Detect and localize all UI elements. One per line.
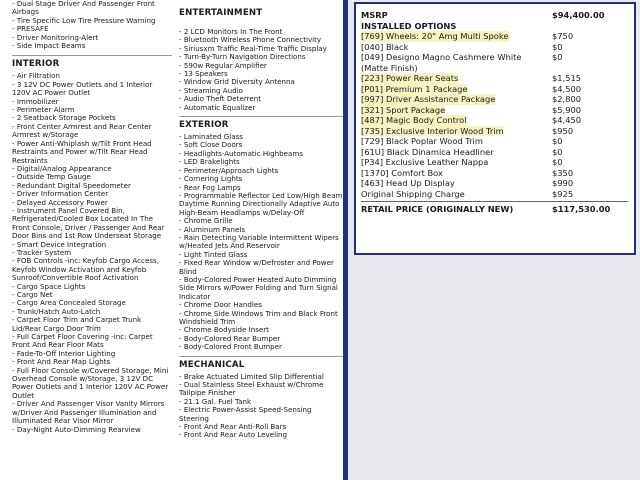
interior-feature-item: - 3 12V DC Power Outlets and 1 Interior 120V AC Power Outlet	[12, 81, 172, 98]
entertainment-feature-item: - 2 LCD Monitors In The Front	[179, 28, 343, 36]
interior-feature-item: - Full Carpet Floor Covering -inc: Carpet Front And Rear Floor Mats	[12, 333, 172, 350]
option-row	[361, 73, 628, 84]
entertainment-feature-item: - Siriusxm Traffic Real-Time Traffic Display	[179, 45, 343, 53]
option-label: [321] Sport Package	[361, 104, 446, 115]
interior-feature-item: - Redundant Digital Speedometer	[12, 182, 172, 190]
option-label: [040] Black	[361, 41, 409, 52]
exterior-feature-item: - Body-Colored Power Heated Auto Dimming Side Mirrors w/Power Folding and Turn Signal Indicator	[179, 276, 343, 301]
interior-feature-item: - Fade-To-Off Interior Lighting	[12, 350, 172, 358]
exterior-feature-item: - Chrome Door Handles	[179, 301, 343, 309]
entertainment-heading: ENTERTAINMENT	[179, 8, 263, 18]
option-label: [769] Wheels: 20" Amg Multi Spoke	[361, 31, 509, 41]
exterior-feature-item: - Body-Colored Rear Bumper	[179, 335, 343, 343]
mechanical-heading: MECHANICAL	[179, 356, 343, 370]
interior-heading: INTERIOR	[12, 55, 172, 69]
entertainment-feature-item: - 590w Regular Amplifier	[179, 62, 343, 70]
entertainment-feature-item: - Streaming Audio	[179, 87, 343, 95]
option-label: Original Shipping Charge	[361, 188, 465, 199]
option-row	[361, 42, 628, 53]
option-label: [997] Driver Assistance Package	[361, 94, 496, 104]
option-row	[361, 115, 628, 126]
option-row	[361, 84, 628, 95]
interior-feature-item: - Full Floor Console w/Covered Storage, Mini Overhead Console w/Storage, 3 12V DC Power Outlets and 1 Interior 120V AC Power Outlet	[12, 367, 172, 401]
exterior-feature-item: - Perimeter/Approach Lights	[179, 167, 343, 175]
option-label: [049] Designo Magno Cashmere White (Matte Finish)	[361, 52, 522, 73]
exterior-feature-item: - Cornering Lights	[179, 175, 343, 183]
exterior-feature-item: - Rain Detecting Variable Intermittent Wipers w/Heated Jets And Reservoir	[179, 234, 343, 251]
entertainment-feature-item: - Audio Theft Deterrent	[179, 95, 343, 103]
retail-price-row	[361, 201, 628, 215]
msrp-value: $94,400.00	[552, 10, 605, 20]
option-row	[361, 157, 628, 168]
option-row	[361, 168, 628, 179]
exterior-feature-item: - Chrome Side Windows Trim and Black Front Windshield Trim	[179, 310, 343, 327]
interior-feature-item: - Driver And Passenger Visor Vanity Mirrors w/Driver And Passenger Illumination and Illuminated Rear Visor Mirror	[12, 400, 172, 425]
option-label: [1370] Comfort Box	[361, 167, 443, 178]
mechanical-feature-item: - Front And Rear Anti-Roll Bars	[179, 423, 343, 431]
option-price: $750	[552, 31, 574, 41]
interior-feature-item: - Cargo Area Concealed Storage	[12, 299, 172, 307]
entertainment-feature-item: - Window Grid Diversity Antenna	[179, 78, 343, 86]
option-price: $4,500	[552, 83, 582, 94]
exterior-list	[179, 133, 343, 352]
msrp-label: MSRP	[361, 10, 388, 20]
option-label: [223] Power Rear Seats	[361, 73, 459, 83]
interior-feature-item: - Tracker System	[12, 249, 172, 257]
entertainment-feature-item: - Turn-By-Turn Navigation Directions	[179, 53, 343, 61]
option-price: $0	[552, 52, 563, 62]
entertainment-feature-item: - Bluetooth Wireless Phone Connectivity	[179, 36, 343, 44]
safety-feature-item: - Driver Monitoring-Alert	[12, 34, 172, 42]
exterior-feature-item: - Chrome Bodyside Insert	[179, 326, 343, 334]
interior-list	[12, 72, 172, 433]
exterior-feature-item: - Programmable Reflector Led Low/High Beam Daytime Running Directionally Adaptive Auto High-Beam Headlamps w/Delay-Off	[179, 192, 343, 217]
exterior-feature-item: - Body-Colored Front Bumper	[179, 343, 343, 351]
option-row	[361, 147, 628, 158]
interior-feature-item: - Digital/Analog Appearance	[12, 165, 172, 173]
mechanical-list	[179, 373, 343, 440]
exterior-feature-item: - LED Brakelights	[179, 158, 343, 166]
option-row	[361, 178, 628, 189]
option-price: $925	[552, 188, 574, 199]
option-row	[361, 31, 628, 42]
interior-feature-item: - FOB Controls -inc: Keyfob Cargo Access, Keyfob Window Activation and Keyfob Sunroof/Convertible Roof Activation	[12, 257, 172, 282]
option-row	[361, 94, 628, 105]
option-label: [735] Exclusive Interior Wood Trim	[361, 125, 504, 136]
option-row	[361, 189, 628, 200]
exterior-feature-item: - Headlights-Automatic Highbeams	[179, 150, 343, 158]
mechanical-feature-item: - Electric Power-Assist Speed-Sensing Steering	[179, 406, 343, 423]
interior-feature-item: - Front Center Armrest and Rear Center Armrest w/Storage	[12, 123, 172, 140]
interior-feature-item: - Cargo Space Lights	[12, 283, 172, 291]
option-price: $350	[552, 167, 574, 178]
interior-feature-item: - Instrument Panel Covered Bin, Refrigerated/Cooled Box Located In The Front Console, Driver / Passenger And Rear Door Bins and 1st Row Underseat Storage	[12, 207, 172, 241]
exterior-feature-item: - Light Tinted Glass	[179, 251, 343, 259]
entertainment-list	[179, 28, 343, 112]
option-price: $4,450	[552, 115, 582, 125]
option-price: $0	[552, 136, 563, 146]
option-label: [P34] Exclusive Leather Nappa	[361, 157, 489, 167]
mechanical-feature-item: - Dual Stainless Steel Exhaust w/Chrome Tailpipe Finisher	[179, 381, 343, 398]
interior-feature-item: - Smart Device Integration	[12, 241, 172, 249]
interior-feature-item: - 2 Seatback Storage Pockets	[12, 114, 172, 122]
interior-feature-item: - Trunk/Hatch Auto-Latch	[12, 308, 172, 316]
option-label: [61U] Black Dinamica Headliner	[361, 146, 494, 157]
safety-list-continued	[12, 0, 172, 50]
option-row	[361, 126, 628, 137]
exterior-heading: EXTERIOR	[179, 116, 343, 130]
interior-feature-item: - Carpet Floor Trim and Carpet Trunk Lid/Rear Cargo Door Trim	[12, 316, 172, 333]
mechanical-feature-item: - 21.1 Gal. Fuel Tank	[179, 398, 343, 406]
option-price: $0	[552, 157, 563, 167]
entertainment-feature-item: - Automatic Equalizer	[179, 104, 343, 112]
option-price: $5,900	[552, 104, 582, 115]
option-label: [P01] Premium 1 Package	[361, 83, 468, 94]
installed-options-heading: INSTALLED OPTIONS	[361, 20, 457, 31]
option-label: [487] Magic Body Control	[361, 115, 467, 125]
installed-options-list	[361, 31, 628, 199]
exterior-feature-item: - Fixed Rear Window w/Defroster and Power Blind	[179, 259, 343, 276]
interior-feature-item: - Power Anti-Whiplash w/Tilt Front Head Restraints and Power w/Tilt Rear Head Restraints	[12, 140, 172, 165]
mechanical-feature-item: - Front And Rear Auto Leveling	[179, 431, 343, 439]
option-price: $1,515	[552, 73, 582, 83]
option-row	[361, 136, 628, 147]
interior-feature-item: - Cargo Net	[12, 291, 172, 299]
option-price: $2,800	[552, 94, 582, 104]
interior-feature-item: - Front And Rear Map Lights	[12, 358, 172, 366]
safety-feature-item: - Side Impact Beams	[12, 42, 172, 50]
exterior-feature-item: - Aluminum Panels	[179, 226, 343, 234]
msrp-row	[361, 10, 628, 21]
option-label: [729] Black Poplar Wood Trim	[361, 136, 483, 146]
entertainment-feature-item: - 13 Speakers	[179, 70, 343, 78]
interior-feature-item: - Immobilizer	[12, 98, 172, 106]
exterior-feature-item: - Chrome Grille	[179, 217, 343, 225]
interior-feature-item: - Delayed Accessory Power	[12, 199, 172, 207]
retail-price-value: $117,530.00	[552, 204, 611, 214]
exterior-feature-item: - Rear Fog Lamps	[179, 184, 343, 192]
safety-feature-item: - PRESAFE	[12, 25, 172, 33]
pricing-panel	[354, 2, 636, 255]
middle-column	[179, 0, 343, 440]
option-row	[361, 52, 628, 73]
interior-feature-item: - Outside Temp Gauge	[12, 173, 172, 181]
option-price: $0	[552, 146, 563, 157]
retail-price-label: RETAIL PRICE (ORIGINALLY NEW)	[361, 204, 514, 214]
mechanical-feature-item: - Brake Actuated Limited Slip Differential	[179, 373, 343, 381]
interior-feature-item: - Perimeter Alarm	[12, 106, 172, 114]
option-price: $990	[552, 178, 574, 188]
option-price: $0	[552, 41, 563, 52]
left-column	[12, 0, 172, 434]
option-price: $950	[552, 125, 574, 136]
interior-feature-item: - Air Filtration	[12, 72, 172, 80]
safety-feature-item: - Dual Stage Driver And Passenger Front Airbags	[12, 0, 172, 17]
safety-feature-item: - Tire Specific Low Tire Pressure Warning	[12, 17, 172, 25]
option-row	[361, 105, 628, 116]
exterior-feature-item: - Soft Close Doors	[179, 141, 343, 149]
interior-feature-item: - Day-Night Auto-Dimming Rearview	[12, 426, 172, 434]
exterior-feature-item: - Laminated Glass	[179, 133, 343, 141]
interior-feature-item: - Driver Information Center	[12, 190, 172, 198]
option-label: [463] Head Up Display	[361, 178, 455, 188]
